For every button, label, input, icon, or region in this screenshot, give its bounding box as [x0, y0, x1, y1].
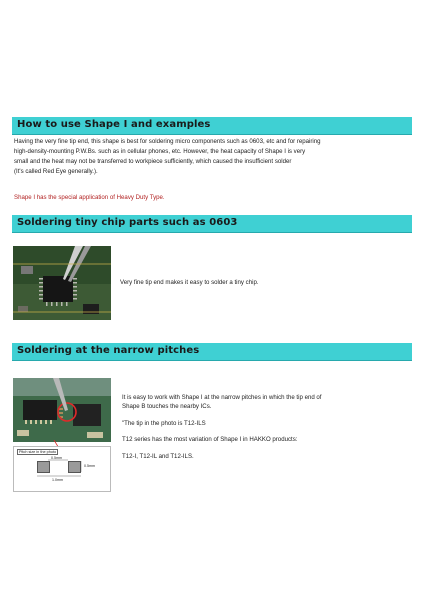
paragraph-line: (It's called Red Eye generally.).	[14, 168, 98, 175]
section-header-tiny-chip	[12, 215, 412, 233]
tip-note: "The tip in the photo is T12-ILS	[122, 420, 206, 427]
t12-series-text: T12 series has the most variation of Shape I in HAKKO products:	[122, 436, 298, 443]
how-to-use-paragraph	[14, 137, 321, 177]
heavy-duty-note: Shape I has the special application of Heavy Duty Type.	[14, 194, 165, 201]
section-header-narrow-pitch	[12, 343, 412, 361]
dimension-label: 0.5mm	[51, 456, 62, 460]
narrow-pitch-soldering-photo	[13, 378, 111, 442]
tiny-chip-soldering-photo	[13, 246, 111, 320]
paragraph-line: small and the heat may not be transferred to workpiece sufficiently, which caused the insufficient solder	[14, 158, 292, 165]
narrow-pitch-paragraph	[122, 393, 412, 411]
dimension-label: 1.0mm	[52, 478, 63, 482]
tiny-chip-caption: Very fine tip end makes it easy to solder a tiny chip.	[120, 279, 259, 286]
paragraph-line: Shape B touches the nearby ICs.	[122, 403, 212, 410]
t12-models-text: T12-I, T12-IL and T12-ILS.	[122, 453, 194, 460]
diagram-label: Pitch size in the photo	[19, 450, 57, 454]
section-title: Soldering tiny chip parts such as 0603	[17, 217, 238, 228]
paragraph-line: high-density-mounting P.W.Bs. such as in cellular phones, etc. However, the heat capacity of Shape I is very	[14, 148, 306, 155]
dimension-label: 0.5mm	[84, 464, 95, 468]
paragraph-line: Having the very fine tip end, this shape is best for soldering micro components such as 0603, etc and for repairing	[14, 138, 321, 145]
dimension-lines	[14, 447, 111, 492]
section-title: Soldering at the narrow pitches	[17, 345, 200, 356]
section-header-how-to-use	[12, 117, 412, 135]
section-title: How to use Shape I and examples	[17, 119, 211, 130]
paragraph-line: It is easy to work with Shape I at the narrow pitches in which the tip end of	[122, 394, 322, 401]
pitch-size-diagram	[13, 446, 111, 492]
